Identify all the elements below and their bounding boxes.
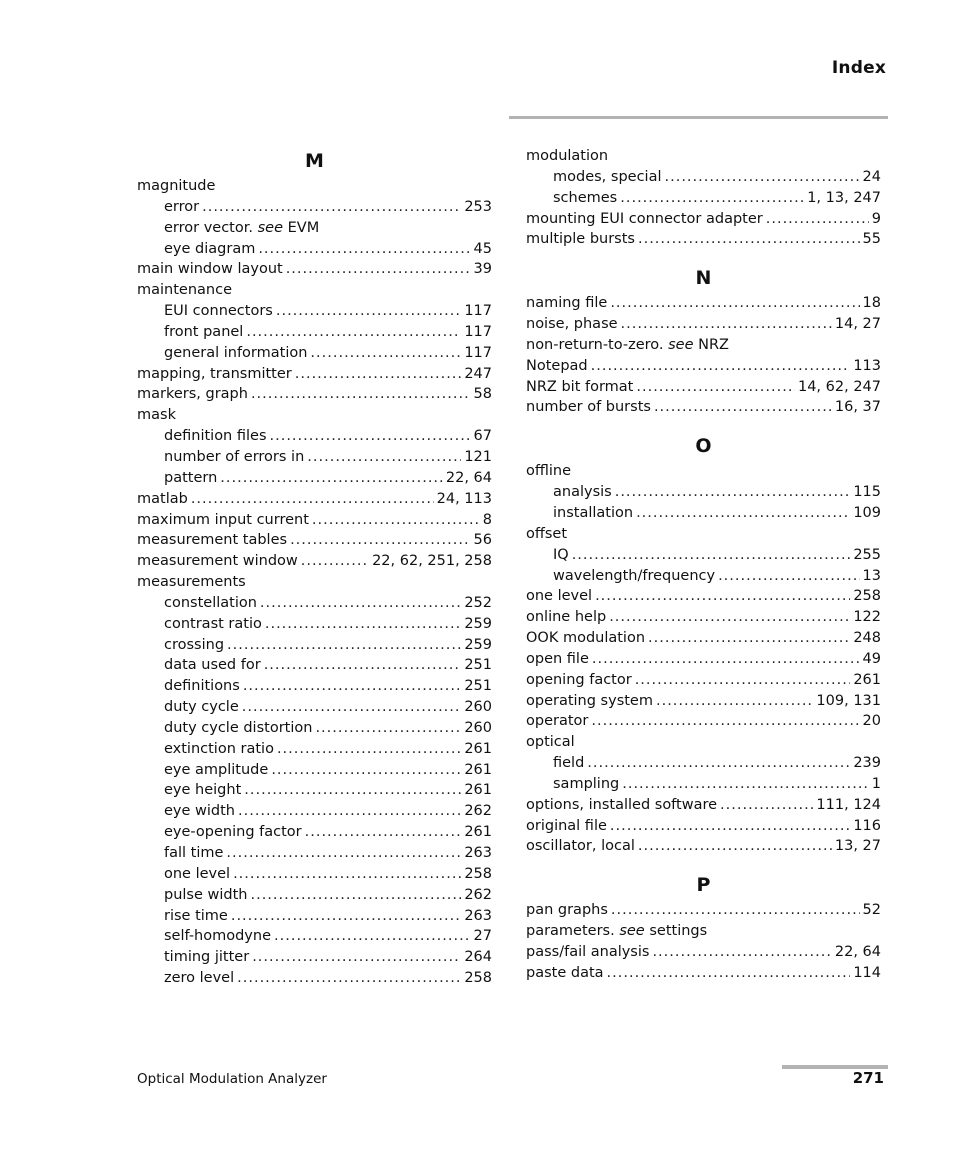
entry-term: pan graphs <box>526 902 608 919</box>
index-entry <box>526 607 881 628</box>
page-numbers: 45 <box>473 240 492 257</box>
index-subentry <box>137 718 492 739</box>
page-numbers: 258 <box>464 970 492 987</box>
entry-term: pass/fail analysis <box>526 944 650 960</box>
entry-term: matlab <box>137 490 188 507</box>
entry-term: zero level <box>164 970 235 987</box>
index-entry <box>526 649 881 670</box>
page-numbers: 8 <box>482 511 492 528</box>
see-reference-word: see <box>257 219 283 236</box>
index-section <box>526 870 881 983</box>
dot-leader <box>635 670 851 691</box>
dot-leader <box>572 545 851 566</box>
dot-leader <box>587 753 850 774</box>
index-entry <box>137 551 492 572</box>
section-letter: O <box>695 435 712 458</box>
entry-term: number of bursts <box>526 399 651 416</box>
index-column-left <box>137 146 492 1002</box>
index-entry <box>526 586 881 607</box>
dot-leader <box>251 384 471 405</box>
entry-term: naming file <box>526 295 608 312</box>
section-letter: P <box>696 874 711 897</box>
entry-term: paste data <box>526 964 604 981</box>
entry-term: one level <box>164 865 231 882</box>
page-numbers: 56 <box>473 532 492 549</box>
entry-term: EUI connectors <box>164 303 273 320</box>
index-entry <box>526 293 881 314</box>
index-section <box>526 263 881 418</box>
entry-term: online help <box>526 609 607 626</box>
index-section <box>137 146 492 989</box>
dot-leader <box>591 711 859 732</box>
entry-term: magnitude <box>137 178 216 194</box>
entry-term: timing jitter <box>164 949 250 966</box>
index-subentry <box>137 218 492 239</box>
index-subentry <box>137 801 492 822</box>
page-numbers: 22, 64 <box>445 469 492 486</box>
page-numbers: 13, 27 <box>834 838 881 855</box>
index-subentry <box>137 301 492 322</box>
index-entry <box>137 280 492 301</box>
dot-leader <box>243 676 462 697</box>
index-subentry <box>526 545 881 566</box>
entry-term: multiple bursts <box>526 231 635 248</box>
page-numbers: 14, 62, 247 <box>797 378 881 395</box>
page-numbers: 251 <box>464 657 492 674</box>
entry-term: eye width <box>164 803 235 820</box>
index-subentry <box>137 926 492 947</box>
dot-leader <box>607 963 851 984</box>
dot-leader <box>233 864 461 885</box>
entry-term: rise time <box>164 907 228 924</box>
entry-term: fall time <box>164 845 224 861</box>
entry-term: self-homodyne <box>164 928 272 945</box>
page-numbers: 1 <box>871 775 881 792</box>
entry-term: contrast ratio <box>164 615 262 632</box>
dot-leader <box>271 760 461 781</box>
index-section <box>526 431 881 857</box>
page-numbers: 18 <box>862 295 881 312</box>
index-subentry <box>137 593 492 614</box>
entry-term: maintenance <box>137 282 232 299</box>
page-numbers: 262 <box>464 803 492 820</box>
page-numbers: 117 <box>464 303 492 320</box>
dot-leader <box>260 593 461 614</box>
index-entry <box>137 489 492 510</box>
page-numbers: 115 <box>853 484 881 501</box>
page-numbers: 67 <box>473 428 492 445</box>
page-numbers: 14, 27 <box>834 316 881 333</box>
see-reference-word: see <box>668 336 694 353</box>
page-numbers: 22, 62, 251, 258 <box>372 553 492 570</box>
page-number: 271 <box>852 1069 884 1087</box>
dot-leader <box>274 926 471 947</box>
dot-leader <box>636 503 850 524</box>
entry-term: parameters. <box>526 923 615 940</box>
dot-leader <box>305 822 462 843</box>
page-numbers: 27 <box>473 928 492 945</box>
index-subentry <box>137 197 492 218</box>
page-numbers: 239 <box>853 755 881 772</box>
page-numbers: 261 <box>464 782 492 799</box>
index-entry <box>526 229 881 250</box>
index-subentry <box>137 614 492 635</box>
dot-leader <box>592 649 860 670</box>
dot-leader <box>220 468 443 489</box>
dot-leader <box>191 489 434 510</box>
entry-term: main window layout <box>137 261 283 278</box>
header-rule <box>509 116 888 119</box>
index-entry <box>526 146 881 167</box>
page-numbers: 109, 131 <box>816 692 881 709</box>
see-reference-target: NRZ <box>698 336 729 353</box>
entry-term: definitions <box>164 678 240 695</box>
index-subentry <box>526 503 881 524</box>
index-subentry <box>137 947 492 968</box>
entry-term: extinction ratio <box>164 740 274 757</box>
entry-term: pattern <box>164 469 218 486</box>
dot-leader <box>654 397 832 418</box>
dot-leader <box>276 301 461 322</box>
entry-term: eye diagram <box>164 240 256 257</box>
index-subentry <box>137 239 492 260</box>
page-numbers: 24 <box>862 168 881 185</box>
footer-book-title: Optical Modulation Analyzer <box>137 1071 327 1087</box>
index-subentry <box>137 864 492 885</box>
page-numbers: 117 <box>464 344 492 361</box>
dot-leader <box>720 795 813 816</box>
page-numbers: 248 <box>853 630 881 647</box>
entry-term: non-return-to-zero. <box>526 336 664 353</box>
dot-leader <box>766 209 869 230</box>
page-numbers: 49 <box>862 650 881 667</box>
dot-leader <box>264 655 462 676</box>
see-reference-target: settings <box>649 923 708 940</box>
entry-term: offline <box>526 463 572 480</box>
index-subentry <box>137 635 492 656</box>
page-numbers: 39 <box>473 261 492 278</box>
index-entry <box>526 524 881 545</box>
index-entry <box>526 314 881 335</box>
page-numbers: 252 <box>464 594 492 611</box>
entry-term: schemes <box>553 189 618 206</box>
page-numbers: 122 <box>853 609 881 626</box>
index-subentry <box>137 739 492 760</box>
index-subentry <box>137 655 492 676</box>
index-subentry <box>137 885 492 906</box>
dot-leader <box>227 635 461 656</box>
index-entry <box>526 711 881 732</box>
dot-leader <box>656 691 813 712</box>
dot-leader <box>610 293 859 314</box>
page-numbers: 251 <box>464 678 492 695</box>
page-numbers: 255 <box>853 546 881 563</box>
index-entry <box>526 691 881 712</box>
page-numbers: 253 <box>464 198 492 215</box>
index-subentry <box>137 697 492 718</box>
dot-leader <box>621 314 832 335</box>
entry-term: markers, graph <box>137 386 248 403</box>
entry-term: OOK modulation <box>526 630 646 647</box>
dot-leader <box>615 482 851 503</box>
page-numbers: 55 <box>862 231 881 248</box>
dot-leader <box>591 356 851 377</box>
index-subentry <box>137 676 492 697</box>
index-subentry <box>137 843 492 864</box>
index-entry <box>526 670 881 691</box>
entry-term: pulse width <box>164 886 248 903</box>
dot-leader <box>226 843 461 864</box>
index-subentry <box>137 780 492 801</box>
dot-leader <box>609 607 850 628</box>
page-numbers: 109 <box>853 504 881 521</box>
index-entry <box>526 397 881 418</box>
page-numbers: 121 <box>464 448 492 465</box>
entry-term: measurement window <box>137 553 298 570</box>
index-subentry <box>137 968 492 989</box>
entry-term: general information <box>164 344 308 361</box>
entry-term: operating system <box>526 692 653 709</box>
entry-term: IQ <box>553 546 569 563</box>
dot-leader <box>238 801 461 822</box>
page-numbers: 1, 13, 247 <box>807 189 881 206</box>
index-entry <box>526 209 881 230</box>
page-numbers: 113 <box>853 357 881 374</box>
entry-term: NRZ bit format <box>526 378 634 395</box>
dot-leader <box>246 322 461 343</box>
dot-leader <box>277 739 461 760</box>
page-numbers: 263 <box>464 907 492 924</box>
dot-leader <box>290 530 470 551</box>
entry-term: Notepad <box>526 357 588 374</box>
dot-leader <box>638 836 832 857</box>
entry-term: sampling <box>553 775 620 792</box>
entry-term: noise, phase <box>526 316 618 333</box>
section-letter: M <box>305 150 324 172</box>
index-entry <box>526 461 881 482</box>
index-subentry <box>137 760 492 781</box>
dot-leader <box>270 426 471 447</box>
page-numbers: 261 <box>853 671 881 688</box>
page-numbers: 20 <box>862 713 881 730</box>
dot-leader <box>595 586 850 607</box>
page-numbers: 259 <box>464 615 492 632</box>
running-header-title: Index <box>831 58 886 78</box>
dot-leader <box>315 718 461 739</box>
index-entry <box>526 356 881 377</box>
entry-term: modes, special <box>553 168 662 185</box>
dot-leader <box>652 942 831 963</box>
entry-term: one level <box>526 588 593 605</box>
entry-term: measurements <box>137 574 246 591</box>
entry-term: analysis <box>553 484 612 501</box>
dot-leader <box>231 906 461 927</box>
dot-leader <box>301 551 369 572</box>
dot-leader <box>622 774 869 795</box>
see-reference-word: see <box>619 923 645 940</box>
page-numbers: 261 <box>464 824 492 841</box>
page-numbers: 261 <box>464 761 492 778</box>
entry-term: installation <box>553 504 634 521</box>
dot-leader <box>242 697 462 718</box>
entry-term: error vector. <box>164 219 253 236</box>
page-numbers: 22, 64 <box>834 944 881 960</box>
dot-leader <box>307 447 461 468</box>
index-subentry <box>526 188 881 209</box>
index-entry <box>137 259 492 280</box>
dot-leader <box>295 364 462 385</box>
page-numbers: 260 <box>464 719 492 736</box>
entry-term: field <box>553 755 585 772</box>
page-numbers: 111, 124 <box>816 796 881 813</box>
entry-term: wavelength/frequency <box>553 567 716 584</box>
dot-leader <box>237 968 461 989</box>
page-numbers: 247 <box>464 365 492 382</box>
dot-leader <box>286 259 471 280</box>
index-subentry <box>137 906 492 927</box>
dot-leader <box>258 239 470 260</box>
entry-term: original file <box>526 817 607 834</box>
index-entry <box>526 732 881 753</box>
index-subentry <box>526 774 881 795</box>
entry-term: oscillator, local <box>526 838 635 855</box>
entry-term: options, installed software <box>526 796 718 813</box>
page-numbers: 116 <box>853 817 881 834</box>
index-entry <box>526 816 881 837</box>
index-entry <box>526 942 881 963</box>
index-subentry <box>526 482 881 503</box>
index-entry <box>137 384 492 405</box>
index-column-right <box>526 146 881 997</box>
dot-leader <box>718 566 859 587</box>
entry-term: maximum input current <box>137 511 309 528</box>
entry-term: eye height <box>164 782 242 799</box>
index-entry <box>526 963 881 984</box>
page-numbers: 16, 37 <box>834 399 881 416</box>
index-entry <box>526 335 881 356</box>
page-numbers: 117 <box>464 323 492 340</box>
page-numbers: 264 <box>464 949 492 966</box>
dot-leader <box>310 343 461 364</box>
index-subentry <box>526 753 881 774</box>
dot-leader <box>611 900 860 921</box>
index-subentry <box>137 343 492 364</box>
dot-leader <box>312 510 480 531</box>
dot-leader <box>244 780 461 801</box>
index-subentry <box>526 167 881 188</box>
index-subentry <box>137 447 492 468</box>
index-subentry <box>137 426 492 447</box>
index-entry <box>137 364 492 385</box>
page-numbers: 24, 113 <box>436 490 492 507</box>
dot-leader <box>638 229 860 250</box>
see-reference-target: EVM <box>287 219 320 236</box>
dot-leader <box>252 947 461 968</box>
entry-term: modulation <box>526 148 609 164</box>
entry-term: front panel <box>164 323 244 340</box>
section-letter: N <box>695 267 712 290</box>
index-entry <box>137 405 492 426</box>
entry-term: crossing <box>164 636 225 653</box>
dot-leader <box>636 377 795 398</box>
index-entry <box>526 377 881 398</box>
dot-leader <box>265 614 461 635</box>
page-numbers: 259 <box>464 636 492 653</box>
page-numbers: 13 <box>862 567 881 584</box>
dot-leader <box>250 885 461 906</box>
entry-term: mask <box>137 407 176 424</box>
index-subentry <box>137 322 492 343</box>
entry-term: definition files <box>164 428 267 445</box>
dot-leader <box>665 167 860 188</box>
page-numbers: 114 <box>853 964 881 981</box>
page-numbers: 261 <box>464 740 492 757</box>
index-entry <box>137 510 492 531</box>
entry-term: open file <box>526 650 589 667</box>
page-numbers: 258 <box>853 588 881 605</box>
index-entry <box>526 795 881 816</box>
page-numbers: 52 <box>862 902 881 919</box>
index-subentry <box>137 468 492 489</box>
entry-term: duty cycle <box>164 699 239 716</box>
index-subentry <box>137 822 492 843</box>
index-entry <box>137 572 492 593</box>
dot-leader <box>620 188 804 209</box>
index-entry <box>526 628 881 649</box>
entry-term: measurement tables <box>137 532 288 549</box>
dot-leader <box>648 628 850 649</box>
index-entry <box>526 836 881 857</box>
entry-term: number of errors in <box>164 448 305 465</box>
index-subentry <box>526 566 881 587</box>
entry-term: data used for <box>164 657 261 674</box>
index-entry <box>137 530 492 551</box>
page-numbers: 262 <box>464 886 492 903</box>
entry-term: mapping, transmitter <box>137 365 292 382</box>
entry-term: optical <box>526 734 575 751</box>
page-numbers: 9 <box>871 210 881 227</box>
index-entry <box>137 176 492 197</box>
entry-term: offset <box>526 525 568 542</box>
entry-term: operator <box>526 713 589 730</box>
dot-leader <box>610 816 850 837</box>
entry-term: eye-opening factor <box>164 824 302 841</box>
dot-leader <box>202 197 461 218</box>
entry-term: eye amplitude <box>164 761 269 778</box>
index-entry <box>526 921 881 942</box>
page-numbers: 263 <box>464 845 492 861</box>
entry-term: mounting EUI connector adapter <box>526 210 763 227</box>
index-entry <box>526 900 881 921</box>
index-section <box>526 146 881 250</box>
page-numbers: 260 <box>464 699 492 716</box>
page-numbers: 58 <box>473 386 492 403</box>
entry-term: error <box>164 198 200 215</box>
entry-term: duty cycle distortion <box>164 719 313 736</box>
entry-term: opening factor <box>526 671 632 688</box>
entry-term: constellation <box>164 594 257 611</box>
page-numbers: 258 <box>464 865 492 882</box>
